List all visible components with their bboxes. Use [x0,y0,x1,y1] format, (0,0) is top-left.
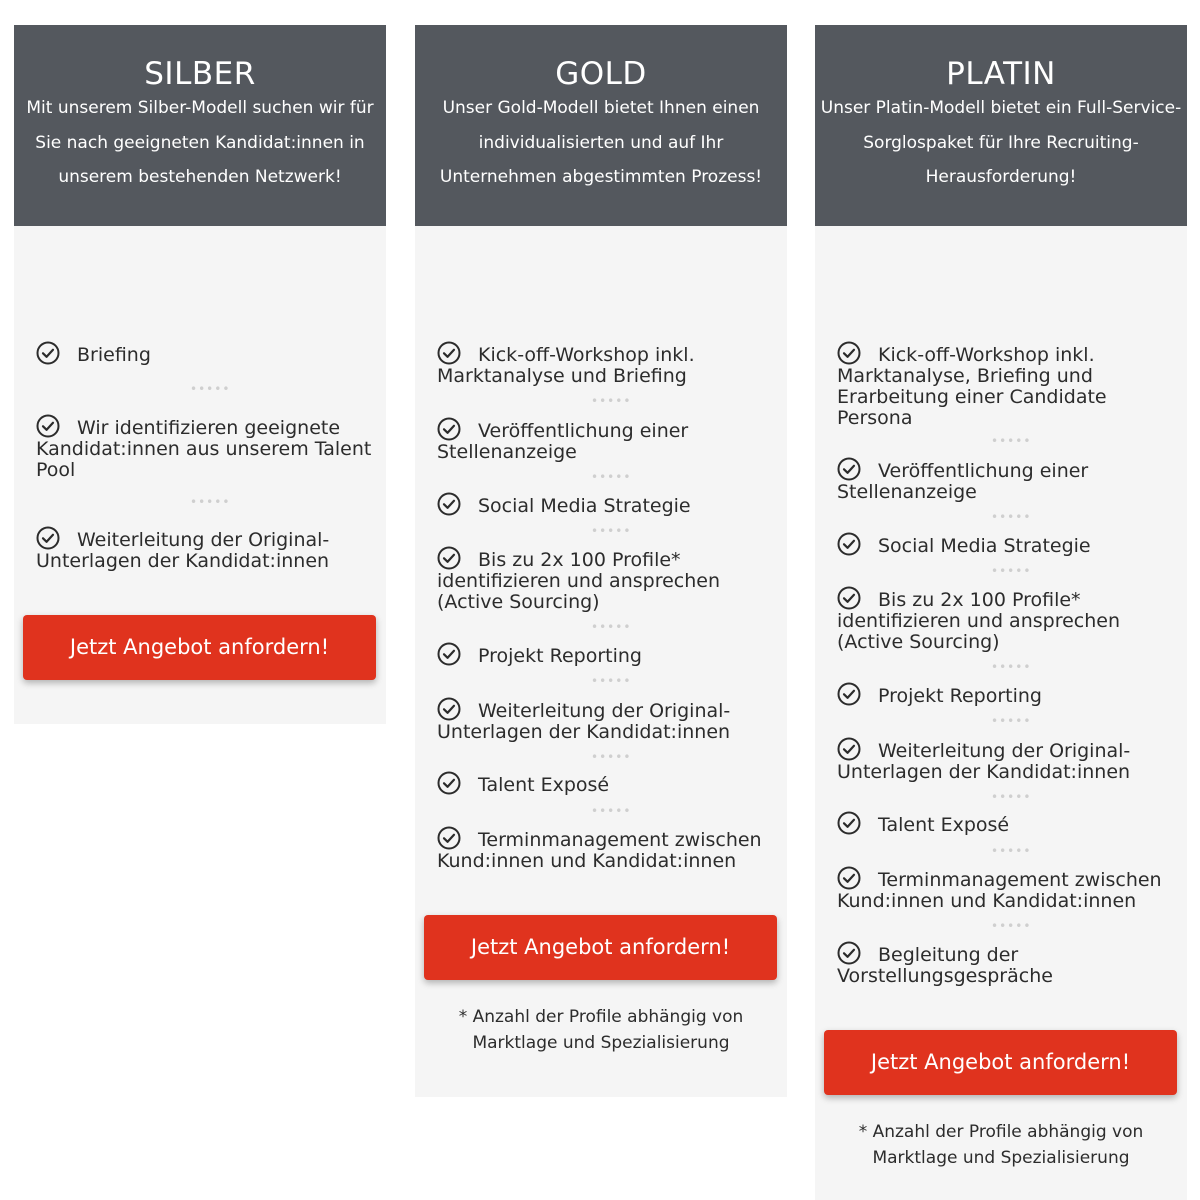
check-circle-icon [437,546,461,570]
plan-header [14,25,386,226]
feature-separator: ••••• [591,524,632,538]
plan-description: Unser Platin-Modell bietet ein Full-Service-Sorglospaket für Ihre Recruiting-Herausforderung! [820,98,1182,187]
check-circle-icon [837,682,861,706]
profile-footnote [415,1004,787,1056]
plan-title: PLATIN [946,56,1056,92]
feature-item [837,532,1177,557]
feature-text: Kick-off-Workshop inkl. Marktanalyse und Briefing [437,344,695,387]
feature-item [437,546,777,613]
feature-text: Talent Exposé [478,774,610,796]
feature-text: Begleitung der Vorstellungsgespräche [837,944,1053,987]
plan-title: SILBER [144,56,256,92]
feature-item [837,457,1177,503]
check-circle-icon [437,492,461,516]
feature-text: Talent Exposé [878,814,1010,836]
feature-item [36,526,376,572]
check-circle-icon [837,941,861,965]
feature-text: Terminmanagement zwischen Kund:innen und Kandidat:innen [437,829,762,872]
feature-text: Bis zu 2x 100 Profile* identifizieren und ansprechen (Active Sourcing) [437,549,721,613]
feature-separator: ••••• [190,495,231,509]
plan-card-platin [815,25,1187,1200]
check-circle-icon [437,697,461,721]
feature-item [437,417,777,463]
plan-description: Unser Gold-Modell bietet Ihnen einen individualisierten und auf Ihr Unternehmen abgestimmten Prozess! [439,98,763,187]
feature-item [437,341,777,387]
request-offer-button[interactable]: Jetzt Angebot anfordern! [424,915,777,980]
feature-item [437,492,777,517]
feature-text: Bis zu 2x 100 Profile* identifizieren und ansprechen (Active Sourcing) [837,589,1121,653]
check-circle-icon [437,642,461,666]
feature-separator: ••••• [591,470,632,484]
check-circle-icon [437,771,461,795]
check-circle-icon [837,866,861,890]
feature-item [36,414,376,481]
feature-text: Projekt Reporting [478,645,642,667]
feature-item [437,697,777,743]
feature-text: Terminmanagement zwischen Kund:innen und Kandidat:innen [837,869,1162,912]
feature-item [837,586,1177,653]
feature-separator: ••••• [591,674,632,688]
footnote-line: * Anzahl der Profile abhängig von [858,1122,1144,1142]
plan-header [415,25,787,226]
check-circle-icon [837,532,861,556]
feature-separator: ••••• [190,382,231,396]
feature-text: Weiterleitung der Original-Unterlagen der Kandidat:innen [437,700,731,743]
feature-item [837,341,1177,429]
feature-text: Veröffentlichung einer Stellenanzeige [837,460,1089,503]
check-circle-icon [36,414,60,438]
check-circle-icon [837,811,861,835]
feature-text: Weiterleitung der Original-Unterlagen der Kandidat:innen [36,529,330,572]
check-circle-icon [437,341,461,365]
feature-text: Kick-off-Workshop inkl. Marktanalyse, Briefing und Erarbeitung einer Candidate Persona [837,344,1107,429]
check-circle-icon [36,526,60,550]
feature-text: Veröffentlichung einer Stellenanzeige [437,420,689,463]
check-circle-icon [837,586,861,610]
feature-separator: ••••• [991,844,1032,858]
feature-text: Projekt Reporting [878,685,1042,707]
request-offer-button[interactable]: Jetzt Angebot anfordern! [824,1030,1177,1095]
plan-title: GOLD [555,56,647,92]
feature-item [837,737,1177,783]
check-circle-icon [437,417,461,441]
feature-separator: ••••• [991,434,1032,448]
feature-text: Wir identifizieren geeignete Kandidat:innen aus unserem Talent Pool [36,417,372,481]
check-circle-icon [837,737,861,761]
feature-item [837,866,1177,912]
feature-separator: ••••• [991,919,1032,933]
feature-text: Briefing [77,344,151,366]
feature-separator: ••••• [991,510,1032,524]
profile-footnote [815,1119,1187,1171]
feature-separator: ••••• [591,804,632,818]
feature-separator: ••••• [991,790,1032,804]
feature-item [437,771,777,796]
check-circle-icon [837,341,861,365]
footnote-line: Marktlage und Spezialisierung [472,1033,730,1053]
feature-text: Weiterleitung der Original-Unterlagen der Kandidat:innen [837,740,1131,783]
plan-card-silber [14,25,386,724]
check-circle-icon [437,826,461,850]
plan-card-gold [415,25,787,1097]
feature-separator: ••••• [991,714,1032,728]
feature-item [437,826,777,872]
feature-item [36,341,376,366]
footnote-line: * Anzahl der Profile abhängig von [458,1007,744,1027]
feature-separator: ••••• [991,660,1032,674]
footnote-line: Marktlage und Spezialisierung [872,1148,1130,1168]
feature-item [837,682,1177,707]
feature-item [437,642,777,667]
feature-item [837,811,1177,836]
feature-text: Social Media Strategie [478,495,691,517]
plan-description: Mit unserem Silber-Modell suchen wir für Sie nach geeigneten Kandidat:innen in unserem bestehenden Netzwerk! [26,98,374,187]
feature-text: Social Media Strategie [878,535,1091,557]
check-circle-icon [837,457,861,481]
feature-separator: ••••• [591,394,632,408]
check-circle-icon [36,341,60,365]
feature-separator: ••••• [591,750,632,764]
feature-separator: ••••• [591,620,632,634]
plan-header [815,25,1187,226]
feature-separator: ••••• [991,564,1032,578]
request-offer-button[interactable]: Jetzt Angebot anfordern! [23,615,376,680]
feature-item [837,941,1177,987]
